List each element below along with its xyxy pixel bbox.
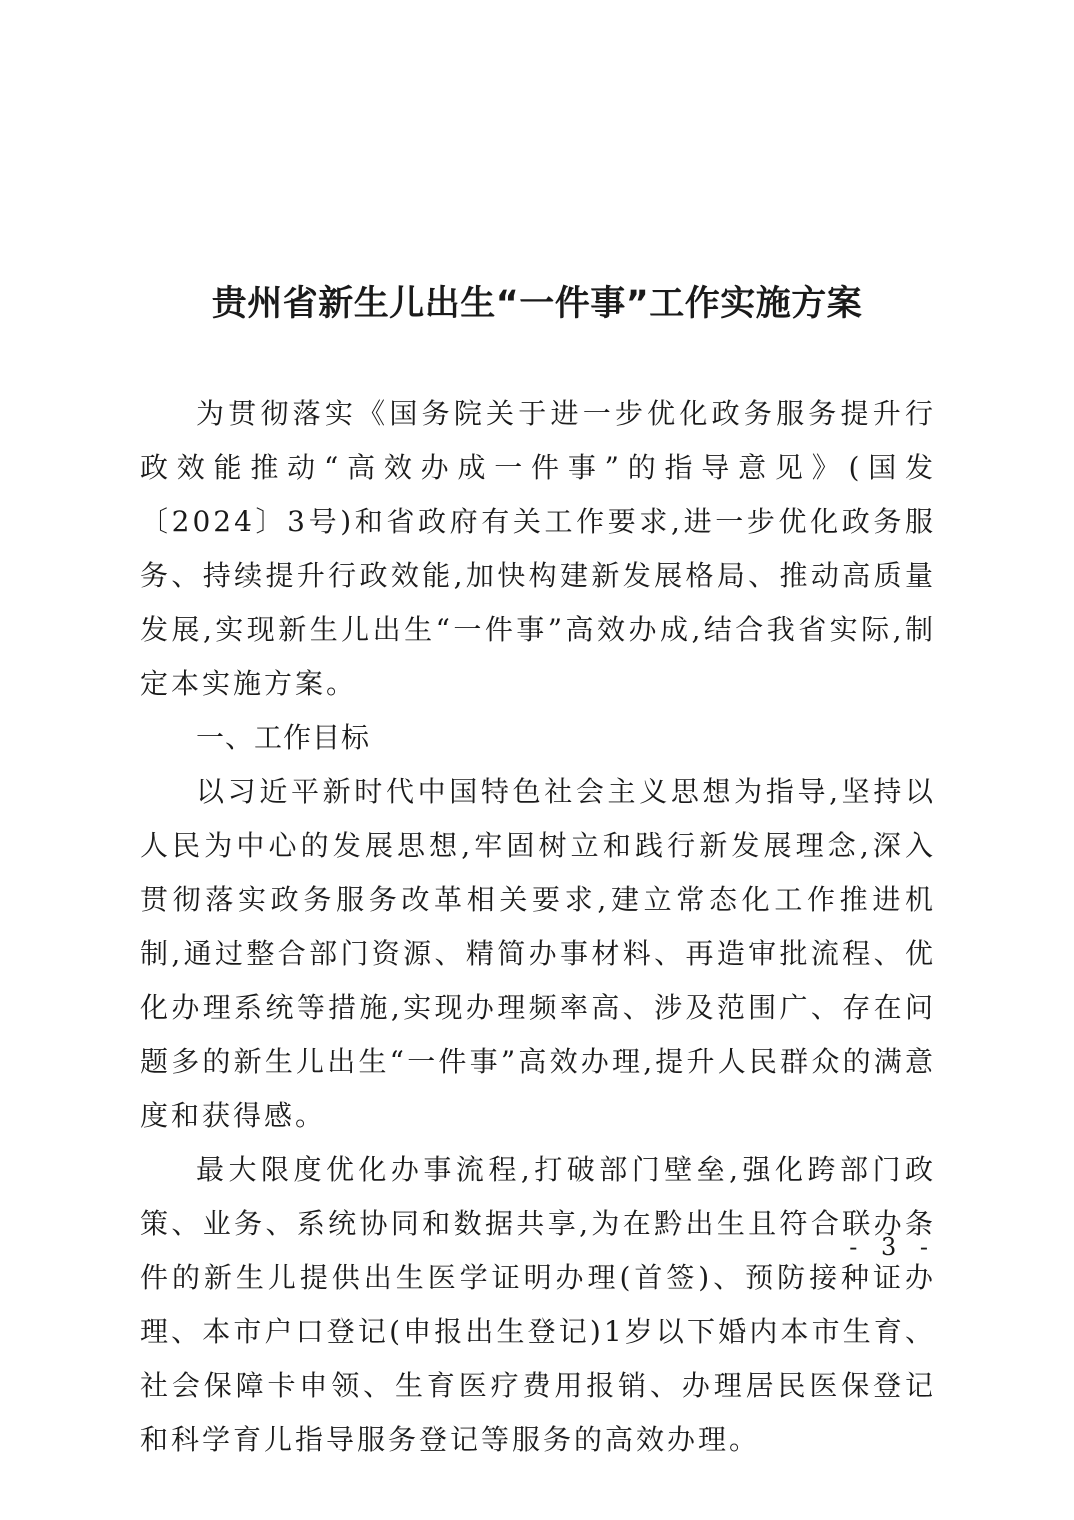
intro-paragraph: 为贯彻落实《国务院关于进一步优化政务服务提升行政效能推动“高效办成一件事”的指导意见》(国发〔2024〕3号)和省政府有关工作要求,进一步优化政务服务、持续提升行政效能,加快构建新发展格局、推动高质量发展,实现新生儿出生“一件事”高效办成,结合我省实际,制定本实施方案。 — [140, 397, 936, 700]
document-body — [140, 387, 936, 1467]
section-paragraph-guiding-idea: 以习近平新时代中国特色社会主义思想为指导,坚持以人民为中心的发展思想,牢固树立和践行新发展理念,深入贯彻落实政务服务改革相关要求,建立常态化工作推进机制,通过整合部门资源、精简办事材料、再造审批流程、优化办理系统等措施,实现办理频率高、涉及范围广、存在问题多的新生儿出生“一件事”高效办理,提升人民群众的满意度和获得感。 — [140, 775, 936, 1132]
document-title: 贵州省新生儿出生“一件事”工作实施方案 — [211, 284, 863, 324]
section-paragraph-service-scope: 最大限度优化办事流程,打破部门壁垒,强化跨部门政策、业务、系统协同和数据共享,为在黔出生且符合联办条件的新生儿提供出生医学证明办理(首签)、预防接种证办理、本市户口登记(申报出生登记)1岁以下婚内本市生育、社会保障卡申领、生育医疗费用报销、办理居民医保登记和科学育儿指导服务登记等服务的高效办理。 — [140, 1153, 936, 1456]
section-heading-work-goals: 一、工作目标 — [196, 721, 371, 754]
page-number: - 3 - — [849, 1233, 936, 1261]
